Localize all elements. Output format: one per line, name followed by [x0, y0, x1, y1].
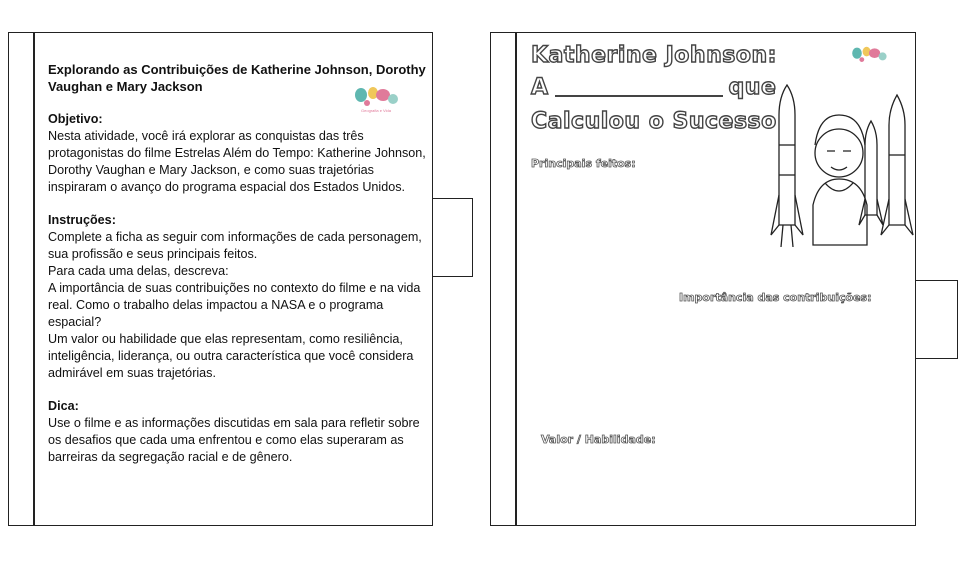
page-title: Explorando as Contribuições de Katherine Johnson, Dorothy Vaughan e Mary Jackson [48, 62, 426, 94]
right-worksheet-page [490, 32, 916, 526]
logo-caption: Geografia e Vida [361, 108, 391, 113]
rockets-portrait-illustration [769, 75, 917, 265]
objective-heading: Objetivo: [48, 112, 103, 126]
worksheet-title-line-3: Calculou o Sucesso [531, 109, 777, 134]
fold-tab-right [916, 280, 958, 359]
label-value-skill: Valor / Habilidade: [541, 433, 656, 446]
tip-text: Use o filme e as informações discutidas em sala para refletir sobre os desafios que cada uma enfrentou e como elas superaram as barreiras da segregação racial e de gênero. [48, 416, 420, 464]
instructions-text-1: Complete a ficha as seguir com informações de cada personagem, sua profissão e seus principais feitos. [48, 230, 422, 261]
worksheet-title-line-1: Katherine Johnson: [531, 43, 777, 68]
objective-text: Nesta atividade, você irá explorar as conquistas das três protagonistas do filme Estrelas Além do Tempo: Katherine Johnson, Dorothy Vaughan e Mary Jackson, e como suas trajetórias inspiraram o avanço do programa espacial dos Estados Unidos. [48, 129, 426, 194]
instructions-heading: Instruções: [48, 213, 116, 227]
world-map-icon [849, 43, 889, 65]
binding-line [33, 33, 35, 525]
instructions-text-3: A importância de suas contribuições no contexto do filme e na vida real. Como o trabalho delas impactou a NASA e o programa espacial? [48, 281, 421, 329]
tip-section [48, 398, 428, 466]
title-word-a: A [531, 75, 549, 100]
worksheet-title-line-2 [531, 75, 776, 101]
fold-tab-left [433, 198, 473, 277]
label-importance: Importância das contribuições: [679, 291, 872, 304]
instructions-section [48, 212, 428, 382]
binding-line [515, 33, 517, 525]
instructions-text-2: Para cada uma delas, descreva: [48, 264, 229, 278]
left-worksheet-page [8, 32, 433, 526]
label-main-feats: Principais feitos: [531, 157, 636, 170]
instructions-text-block [48, 61, 428, 482]
logo [849, 43, 889, 65]
instructions-text-4: Um valor ou habilidade que elas representam, como resiliência, inteligência, liderança, ou outra característica que você considera admirável em suas trajetórias. [48, 332, 414, 380]
fill-in-blank[interactable] [555, 93, 723, 97]
title-word-que: que [728, 75, 777, 100]
tip-heading: Dica: [48, 399, 79, 413]
